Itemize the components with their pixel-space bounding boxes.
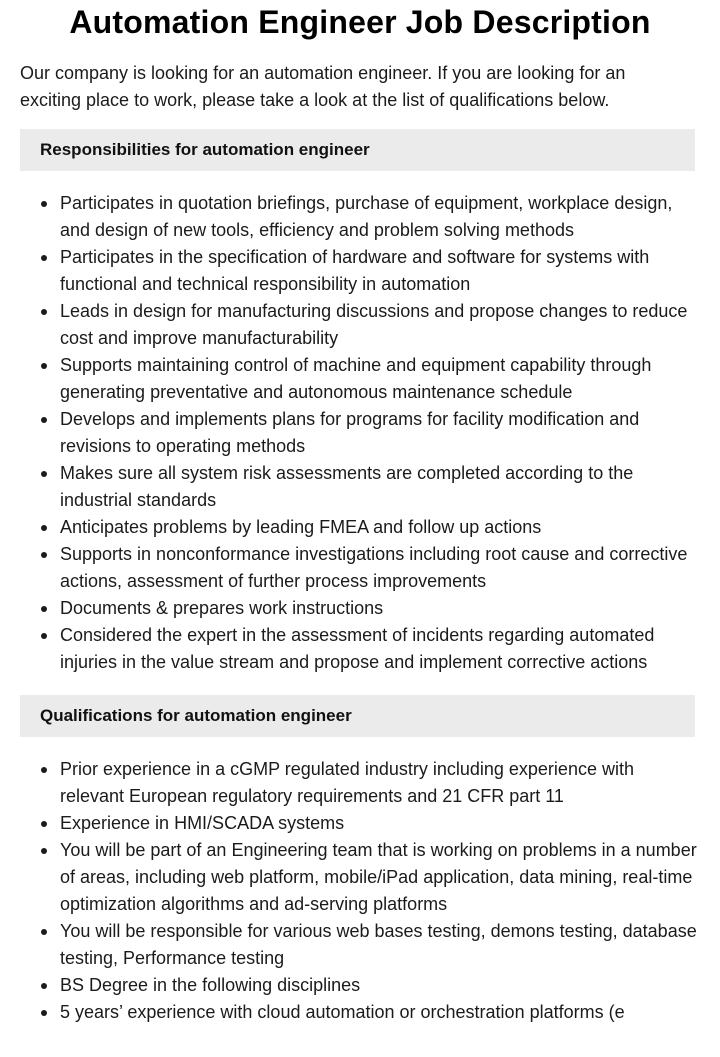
list-item: Considered the expert in the assessment of incidents regarding automated injuries in the value stream and propose and implement corrective actions bbox=[60, 622, 700, 676]
qualifications-list bbox=[20, 756, 700, 1026]
list-item: Makes sure all system risk assessments are completed according to the industrial standards bbox=[60, 460, 700, 514]
list-item: You will be part of an Engineering team that is working on problems in a number of areas, including web platform, mobile/iPad application, data mining, real-time optimization algorithms and ad-serving platforms bbox=[60, 837, 700, 918]
list-item: You will be responsible for various web bases testing, demons testing, database testing, Performance testing bbox=[60, 918, 700, 972]
list-item: Participates in quotation briefings, purchase of equipment, workplace design, and design of new tools, efficiency and problem solving methods bbox=[60, 190, 700, 244]
list-item: Documents & prepares work instructions bbox=[60, 595, 700, 622]
list-item: Participates in the specification of hardware and software for systems with functional and technical responsibility in automation bbox=[60, 244, 700, 298]
responsibilities-list bbox=[20, 190, 700, 676]
list-item: BS Degree in the following disciplines bbox=[60, 972, 700, 999]
list-item: Supports maintaining control of machine and equipment capability through generating preventative and autonomous maintenance schedule bbox=[60, 352, 700, 406]
page-title: Automation Engineer Job Description bbox=[69, 4, 651, 40]
list-item: Prior experience in a cGMP regulated industry including experience with relevant European regulatory requirements and 21 CFR part 11 bbox=[60, 756, 700, 810]
list-item: 5 years’ experience with cloud automation or orchestration platforms (e bbox=[60, 999, 700, 1026]
list-item: Leads in design for manufacturing discussions and propose changes to reduce cost and improve manufacturability bbox=[60, 298, 700, 352]
list-item: Anticipates problems by leading FMEA and follow up actions bbox=[60, 514, 700, 541]
qualifications-heading: Qualifications for automation engineer bbox=[20, 695, 695, 737]
intro-paragraph: Our company is looking for an automation engineer. If you are looking for an exciting place to work, please take a look at the list of qualifications below. bbox=[20, 63, 626, 110]
list-item: Supports in nonconformance investigations including root cause and corrective actions, assessment of further process improvements bbox=[60, 541, 700, 595]
list-item: Experience in HMI/SCADA systems bbox=[60, 810, 700, 837]
responsibilities-heading: Responsibilities for automation engineer bbox=[20, 129, 695, 171]
list-item: Develops and implements plans for programs for facility modification and revisions to operating methods bbox=[60, 406, 700, 460]
